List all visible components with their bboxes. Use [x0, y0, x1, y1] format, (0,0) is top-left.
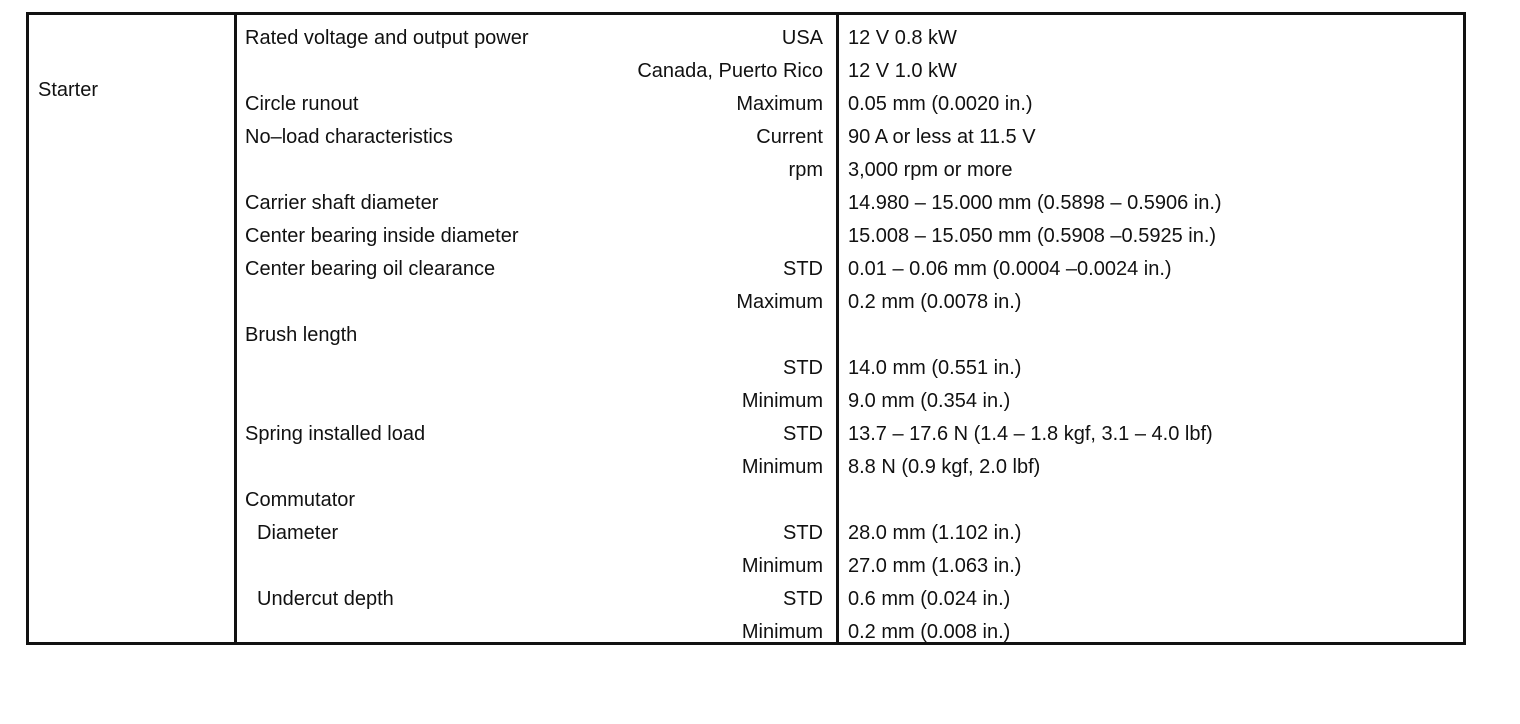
spec-value: 90 A or less at 11.5 V	[848, 126, 1036, 148]
spec-item: Rated voltage and output power	[245, 27, 529, 49]
spec-item: Center bearing inside diameter	[245, 225, 519, 247]
spec-condition: Current	[756, 126, 823, 148]
spec-value: 28.0 mm (1.102 in.)	[848, 522, 1022, 544]
spec-row	[29, 257, 1463, 290]
spec-value: 12 V 1.0 kW	[848, 60, 957, 82]
spec-value: 27.0 mm (1.063 in.)	[848, 555, 1022, 577]
spec-value: 3,000 rpm or more	[848, 159, 1013, 181]
spec-item: Commutator	[245, 489, 356, 511]
spec-item: Carrier shaft diameter	[245, 192, 439, 214]
spec-row	[29, 26, 1463, 59]
spec-value: 9.0 mm (0.354 in.)	[848, 390, 1011, 412]
spec-row	[29, 422, 1463, 455]
spec-condition: STD	[783, 423, 823, 445]
spec-row	[29, 158, 1463, 191]
spec-row	[29, 620, 1463, 653]
spec-condition: STD	[783, 258, 823, 280]
spec-condition: STD	[783, 588, 823, 610]
spec-condition: rpm	[788, 159, 823, 181]
spec-row	[29, 389, 1463, 422]
spec-condition: USA	[781, 27, 823, 49]
spec-condition: Canada, Puerto Rico	[637, 60, 823, 82]
spec-item: No–load characteristics	[245, 126, 453, 148]
spec-value: 0.05 mm (0.0020 in.)	[848, 93, 1033, 115]
spec-condition: Minimum	[741, 555, 823, 577]
spec-row	[29, 92, 1463, 125]
spec-row	[29, 290, 1463, 323]
spec-row	[29, 125, 1463, 158]
starter-spec-table	[26, 12, 1466, 645]
spec-item: Diameter	[257, 522, 339, 544]
spec-row	[29, 554, 1463, 587]
spec-value: 8.8 N (0.9 kgf, 2.0 lbf)	[848, 456, 1041, 478]
spec-condition: Minimum	[741, 456, 823, 478]
spec-value: 0.2 mm (0.0078 in.)	[848, 291, 1022, 313]
spec-condition: Maximum	[736, 291, 823, 313]
section-label: Starter	[38, 79, 99, 101]
spec-condition: Minimum	[741, 390, 823, 412]
spec-row	[29, 488, 1463, 521]
spec-value: 0.6 mm (0.024 in.)	[848, 588, 1011, 610]
spec-value: 0.2 mm (0.008 in.)	[848, 621, 1011, 643]
spec-value: 14.980 – 15.000 mm (0.5898 – 0.5906 in.)	[848, 192, 1222, 214]
spec-condition: STD	[783, 357, 823, 379]
spec-value: 13.7 – 17.6 N (1.4 – 1.8 kgf, 3.1 – 4.0 lbf)	[848, 423, 1213, 445]
spec-value: 0.01 – 0.06 mm (0.0004 –0.0024 in.)	[848, 258, 1172, 280]
spec-row	[29, 224, 1463, 257]
spec-row	[29, 59, 1463, 92]
spec-condition: Maximum	[736, 93, 823, 115]
spec-value: 15.008 – 15.050 mm (0.5908 –0.5925 in.)	[848, 225, 1217, 247]
spec-item: Spring installed load	[245, 423, 426, 445]
spec-condition: Minimum	[741, 621, 823, 643]
spec-condition: STD	[783, 522, 823, 544]
spec-row	[29, 191, 1463, 224]
spec-item: Circle runout	[245, 93, 359, 115]
spec-item: Center bearing oil clearance	[245, 258, 496, 280]
spec-value: 12 V 0.8 kW	[848, 27, 957, 49]
spec-row	[29, 455, 1463, 488]
spec-row	[29, 323, 1463, 356]
spec-row	[29, 587, 1463, 620]
spec-row	[29, 521, 1463, 554]
spec-value: 14.0 mm (0.551 in.)	[848, 357, 1022, 379]
spec-item: Brush length	[245, 324, 358, 346]
spec-row	[29, 356, 1463, 389]
spec-item: Undercut depth	[257, 588, 394, 610]
